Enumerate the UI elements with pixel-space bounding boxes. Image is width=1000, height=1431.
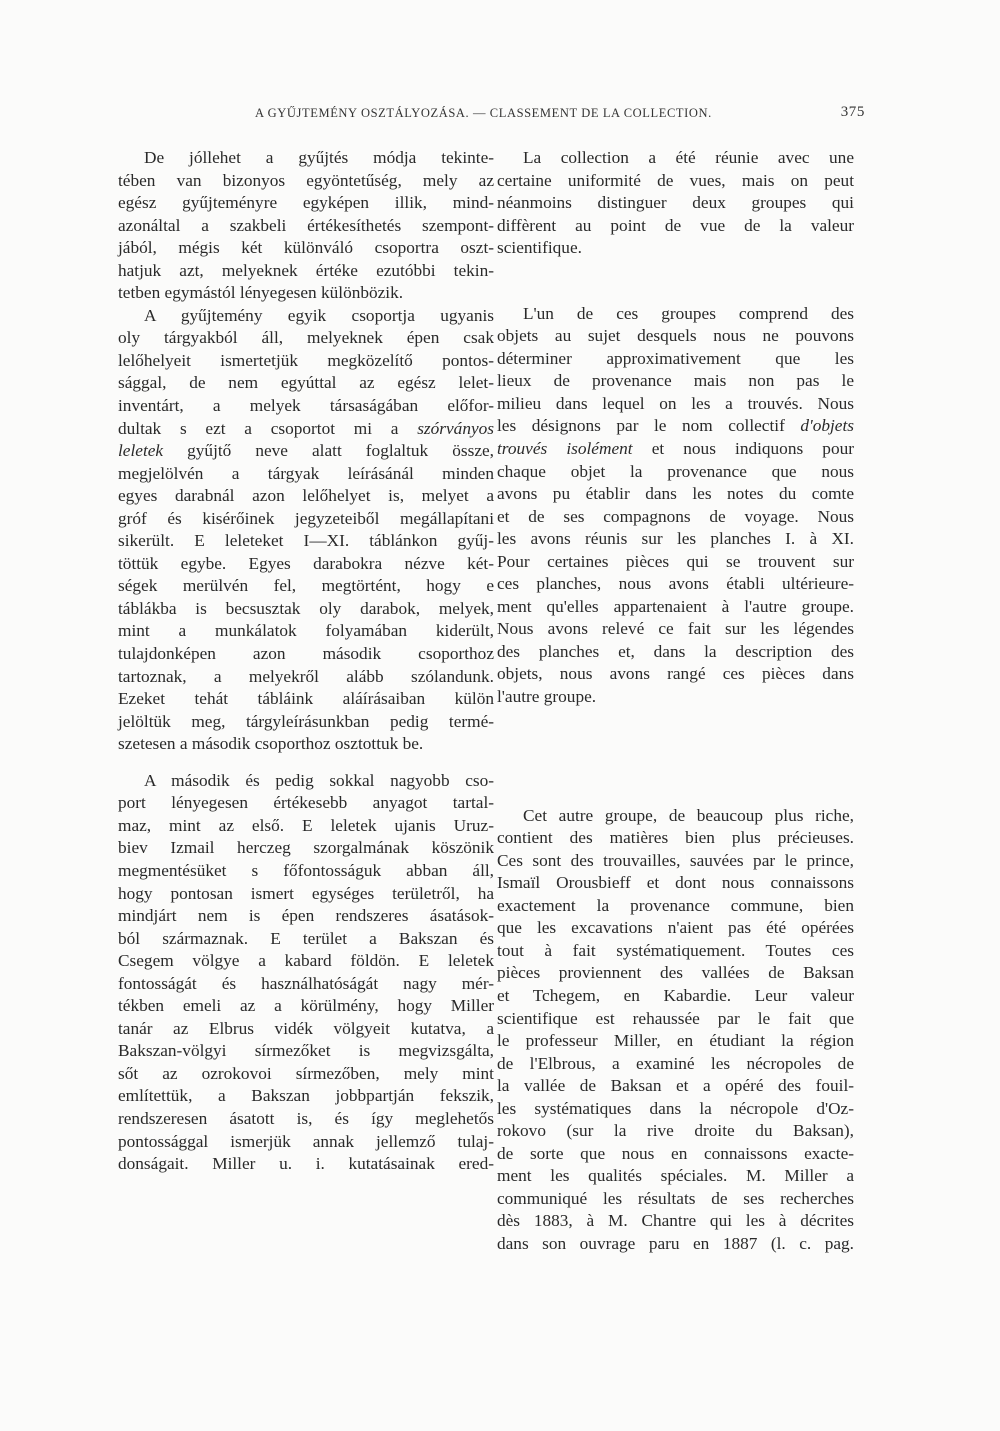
text-line: pontossággal ismerjük annak jellemző tulaj-: [118, 1131, 494, 1151]
text-line: egyes darabnál azon lelőhelyet is, melyet a: [118, 486, 494, 506]
text-line: objets, nous avons rangé ces pièces dans: [497, 664, 854, 684]
text-line: [118, 440, 494, 463]
text-line: la vallée de Baksan et a opéré des fouil-: [497, 1076, 854, 1096]
text-line: avons pu établir dans les notes du comte: [497, 484, 854, 504]
text-line: scientifique est rehaussée par le fait que: [497, 1008, 854, 1028]
text-line: le professeur Miller, en étudiant la région: [497, 1031, 854, 1051]
text-line: tében van bizonyos egyöntetűség, mely az: [118, 170, 494, 190]
text-line: scientifique.: [497, 238, 582, 258]
text-line: ment les qualités spéciales. M. Miller a: [497, 1166, 854, 1186]
text-line: jából, mégis két különváló csoportra oszt-: [118, 238, 494, 258]
text-line: tout à fait systématiquement. Toutes ces: [497, 940, 854, 960]
text-line: Cet autre groupe, de beaucoup plus riche,: [523, 805, 854, 825]
text-line: Ezeket tehát tábláink aláírásaiban külön: [118, 689, 494, 709]
text-line: lieux de provenance mais non pas le: [497, 371, 854, 391]
text-line: que les excavations n'aient pas été opérées: [497, 918, 854, 938]
fr-paragraph-1: [497, 147, 854, 260]
text-line: töttük egybe. Egyes darabokra nézve két-: [118, 553, 494, 573]
text-line: mint a munkálatok folyamában kiderült,: [118, 621, 494, 641]
text-line: dans son ouvrage paru en 1887 (l. c. pag.: [497, 1233, 854, 1253]
text-line: egész gyűjteményre egyképen illik, mind-: [118, 193, 494, 213]
text-line: maz, mint az első. E leletek ujanis Uruz-: [118, 815, 494, 835]
text-line: [497, 438, 854, 461]
text-line: inventárt, a melyek társaságában előfor-: [118, 396, 494, 416]
text-line: l'autre groupe.: [497, 687, 597, 707]
fr-paragraph-3: [497, 805, 854, 1256]
text-line: chaque objet la provenance que nous: [497, 461, 854, 481]
text-line: donságait. Miller u. i. kutatásainak ered-: [118, 1154, 494, 1174]
text-line: et Tchegem, en Kabardie. Leur valeur: [497, 985, 854, 1005]
text-line: Ces sont des trouvailles, sauvées par le prince,: [497, 850, 854, 870]
text-line: objets au sujet desquels nous ne pouvons: [497, 326, 854, 346]
text-line: sikerült. E leleteket I—XI. táblánkon gyűj-: [118, 531, 494, 551]
text-line: szetesen a második csoporthoz osztottuk be.: [118, 734, 424, 754]
hu-paragraph-1: [118, 147, 494, 305]
italic-term: leletek: [118, 441, 164, 461]
text-line: ból származnak. E terület a Bakszan és: [118, 928, 494, 948]
text-line: néanmoins distinguer deux groupes qui: [497, 193, 854, 213]
text-line: mindjárt nem is épen rendszeres ásatások-: [118, 906, 494, 926]
text-line: táblákba is becsusztak oly darabok, melyek,: [118, 598, 494, 618]
text-line: sőt az ozrokovoi sírmezőben, mely mint: [118, 1063, 494, 1083]
text-line: megjelölvén a tárgyak leírásánál minden: [118, 463, 494, 483]
text-line: dès 1883, à M. Chantre qui les à décrites: [497, 1211, 854, 1231]
text-line: communiqué les résultats de ses recherches: [497, 1188, 854, 1208]
page-number: 375: [840, 104, 865, 120]
text-line: tulajdonképen azon második csoporthoz: [118, 644, 494, 664]
text-line: tartoznak, a melyekről alább szólandunk.: [118, 666, 494, 686]
text-line: Bakszan-völgyi sírmezőket is megvizsgálta,: [118, 1041, 494, 1061]
text-line: lelőhelyeit ismertetjük megközelítő pontos-: [118, 350, 494, 370]
text-line: A második és pedig sokkal nagyobb cso-: [144, 770, 494, 790]
text-line: L'un de ces groupes comprend des: [523, 303, 854, 323]
text-line: sággal, de nem egyúttal az egész lelet-: [118, 373, 494, 393]
italic-term: trouvés isolément: [497, 439, 633, 459]
text-line: ment qu'elles appartenaient à l'autre groupe.: [497, 596, 854, 616]
text-line: ségek merülvén fel, megtörtént, hogy e: [118, 576, 494, 596]
hu-paragraph-2: [118, 305, 494, 756]
text-line: tetben egymástól lényegesen különbözik.: [118, 283, 404, 303]
text-line: Nous avons relevé ce fait sur les légendes: [497, 619, 854, 639]
text-run: et nous indiquons pour: [651, 439, 854, 459]
text-line: rokovo (sur la rive droite du Baksan),: [497, 1121, 854, 1141]
text-line: jelöltük meg, tárgyleírásunkban pedig termé-: [118, 711, 494, 731]
text-line: de sorte que nous en connaissons exacte-: [497, 1143, 854, 1163]
hungarian-column: [118, 147, 494, 1176]
text-line: port lényegesen értékesebb anyagot tartal-: [118, 793, 494, 813]
text-line: Csegem völgye a kabard földön. E leletek: [118, 951, 494, 971]
text-line: rendszeresen ásatott is, és így meglehetős: [118, 1108, 494, 1128]
hu-paragraph-3: [118, 770, 494, 1176]
text-line: pièces proviennent des vallées de Baksan: [497, 963, 854, 983]
text-line: megmentésüket s főfontosságuk abban áll,: [118, 860, 494, 880]
text-line: gróf és kisérőinek jegyzeteiből megállapítani: [118, 508, 494, 528]
text-line: milieu dans lequel on les a trouvés. Nous: [497, 393, 854, 413]
text-line: La collection a été réunie avec une: [523, 148, 854, 167]
running-title: A GYŰJTEMÉNY OSZTÁLYOZÁSA. — CLASSEMENT DE LA COLLECTION.: [255, 106, 712, 120]
text-line: Ismaïl Orousbieff et dont nous connaissons: [497, 873, 854, 893]
italic-term: d'objets: [800, 416, 854, 436]
text-line: les systématiques dans la nécropole d'Oz-: [497, 1098, 854, 1118]
text-line: ces planches, nous avons établi ultérieure-: [497, 574, 854, 594]
text-line: des planches et, dans la description des: [497, 641, 854, 661]
text-line: et de ses compagnons de voyage. Nous: [497, 506, 854, 526]
text-line: les avons réunis sur les planches I. à XI.: [497, 529, 854, 549]
french-column: [497, 147, 854, 1256]
text-line: [118, 418, 494, 441]
text-line: De jóllehet a gyűjtés módja tekinte-: [144, 148, 494, 167]
text-line: exactement la provenance commune, bien: [497, 895, 854, 915]
running-head: [255, 104, 865, 124]
text-line: hogy pontosan ismert egységes területről, ha: [118, 883, 494, 903]
fr-paragraph-2: [497, 303, 854, 709]
text-line: azonáltal a szakbeli értékesíthetés szempont-: [118, 215, 494, 235]
text-line: déterminer approximativement que les: [497, 348, 854, 368]
text-line: diffèrent au point de vue de la valeur: [497, 215, 854, 235]
text-line: de l'Elbrous, a examiné les nécropoles de: [497, 1053, 854, 1073]
text-line: certaine uniformité de vues, mais on peut: [497, 170, 854, 190]
text-line: tanár az Elbrus vidék völgyeit kutatva, a: [118, 1018, 494, 1038]
text-line: tékben emeli az a körülmény, hogy Miller: [118, 996, 494, 1016]
text-run: dultak s ezt a csoportot mi a: [118, 418, 399, 438]
text-line: említettük, a Bakszan jobbpartján fekszik,: [118, 1086, 494, 1106]
text-line: fontosságát és használhatóságát nagy mér-: [118, 973, 494, 993]
text-line: A gyűjtemény egyik csoportja ugyanis: [144, 305, 494, 325]
italic-term: szórványos: [417, 418, 494, 438]
text-line: oly tárgyakból áll, melyeknek épen csak: [118, 328, 494, 348]
text-line: [497, 415, 854, 438]
text-run: gyűjtő neve alatt foglaltuk össze,: [187, 441, 494, 461]
text-line: hatjuk azt, melyeknek értéke ezutóbbi tekin-: [118, 260, 494, 280]
text-line: Pour certaines pièces qui se trouvent sur: [497, 551, 854, 571]
text-run: les désignons par le nom collectif: [497, 416, 785, 436]
text-line: contient des matières bien plus précieuses.: [497, 828, 854, 848]
text-line: biev Izmail herczeg szorgalmának köszönik: [118, 838, 494, 858]
